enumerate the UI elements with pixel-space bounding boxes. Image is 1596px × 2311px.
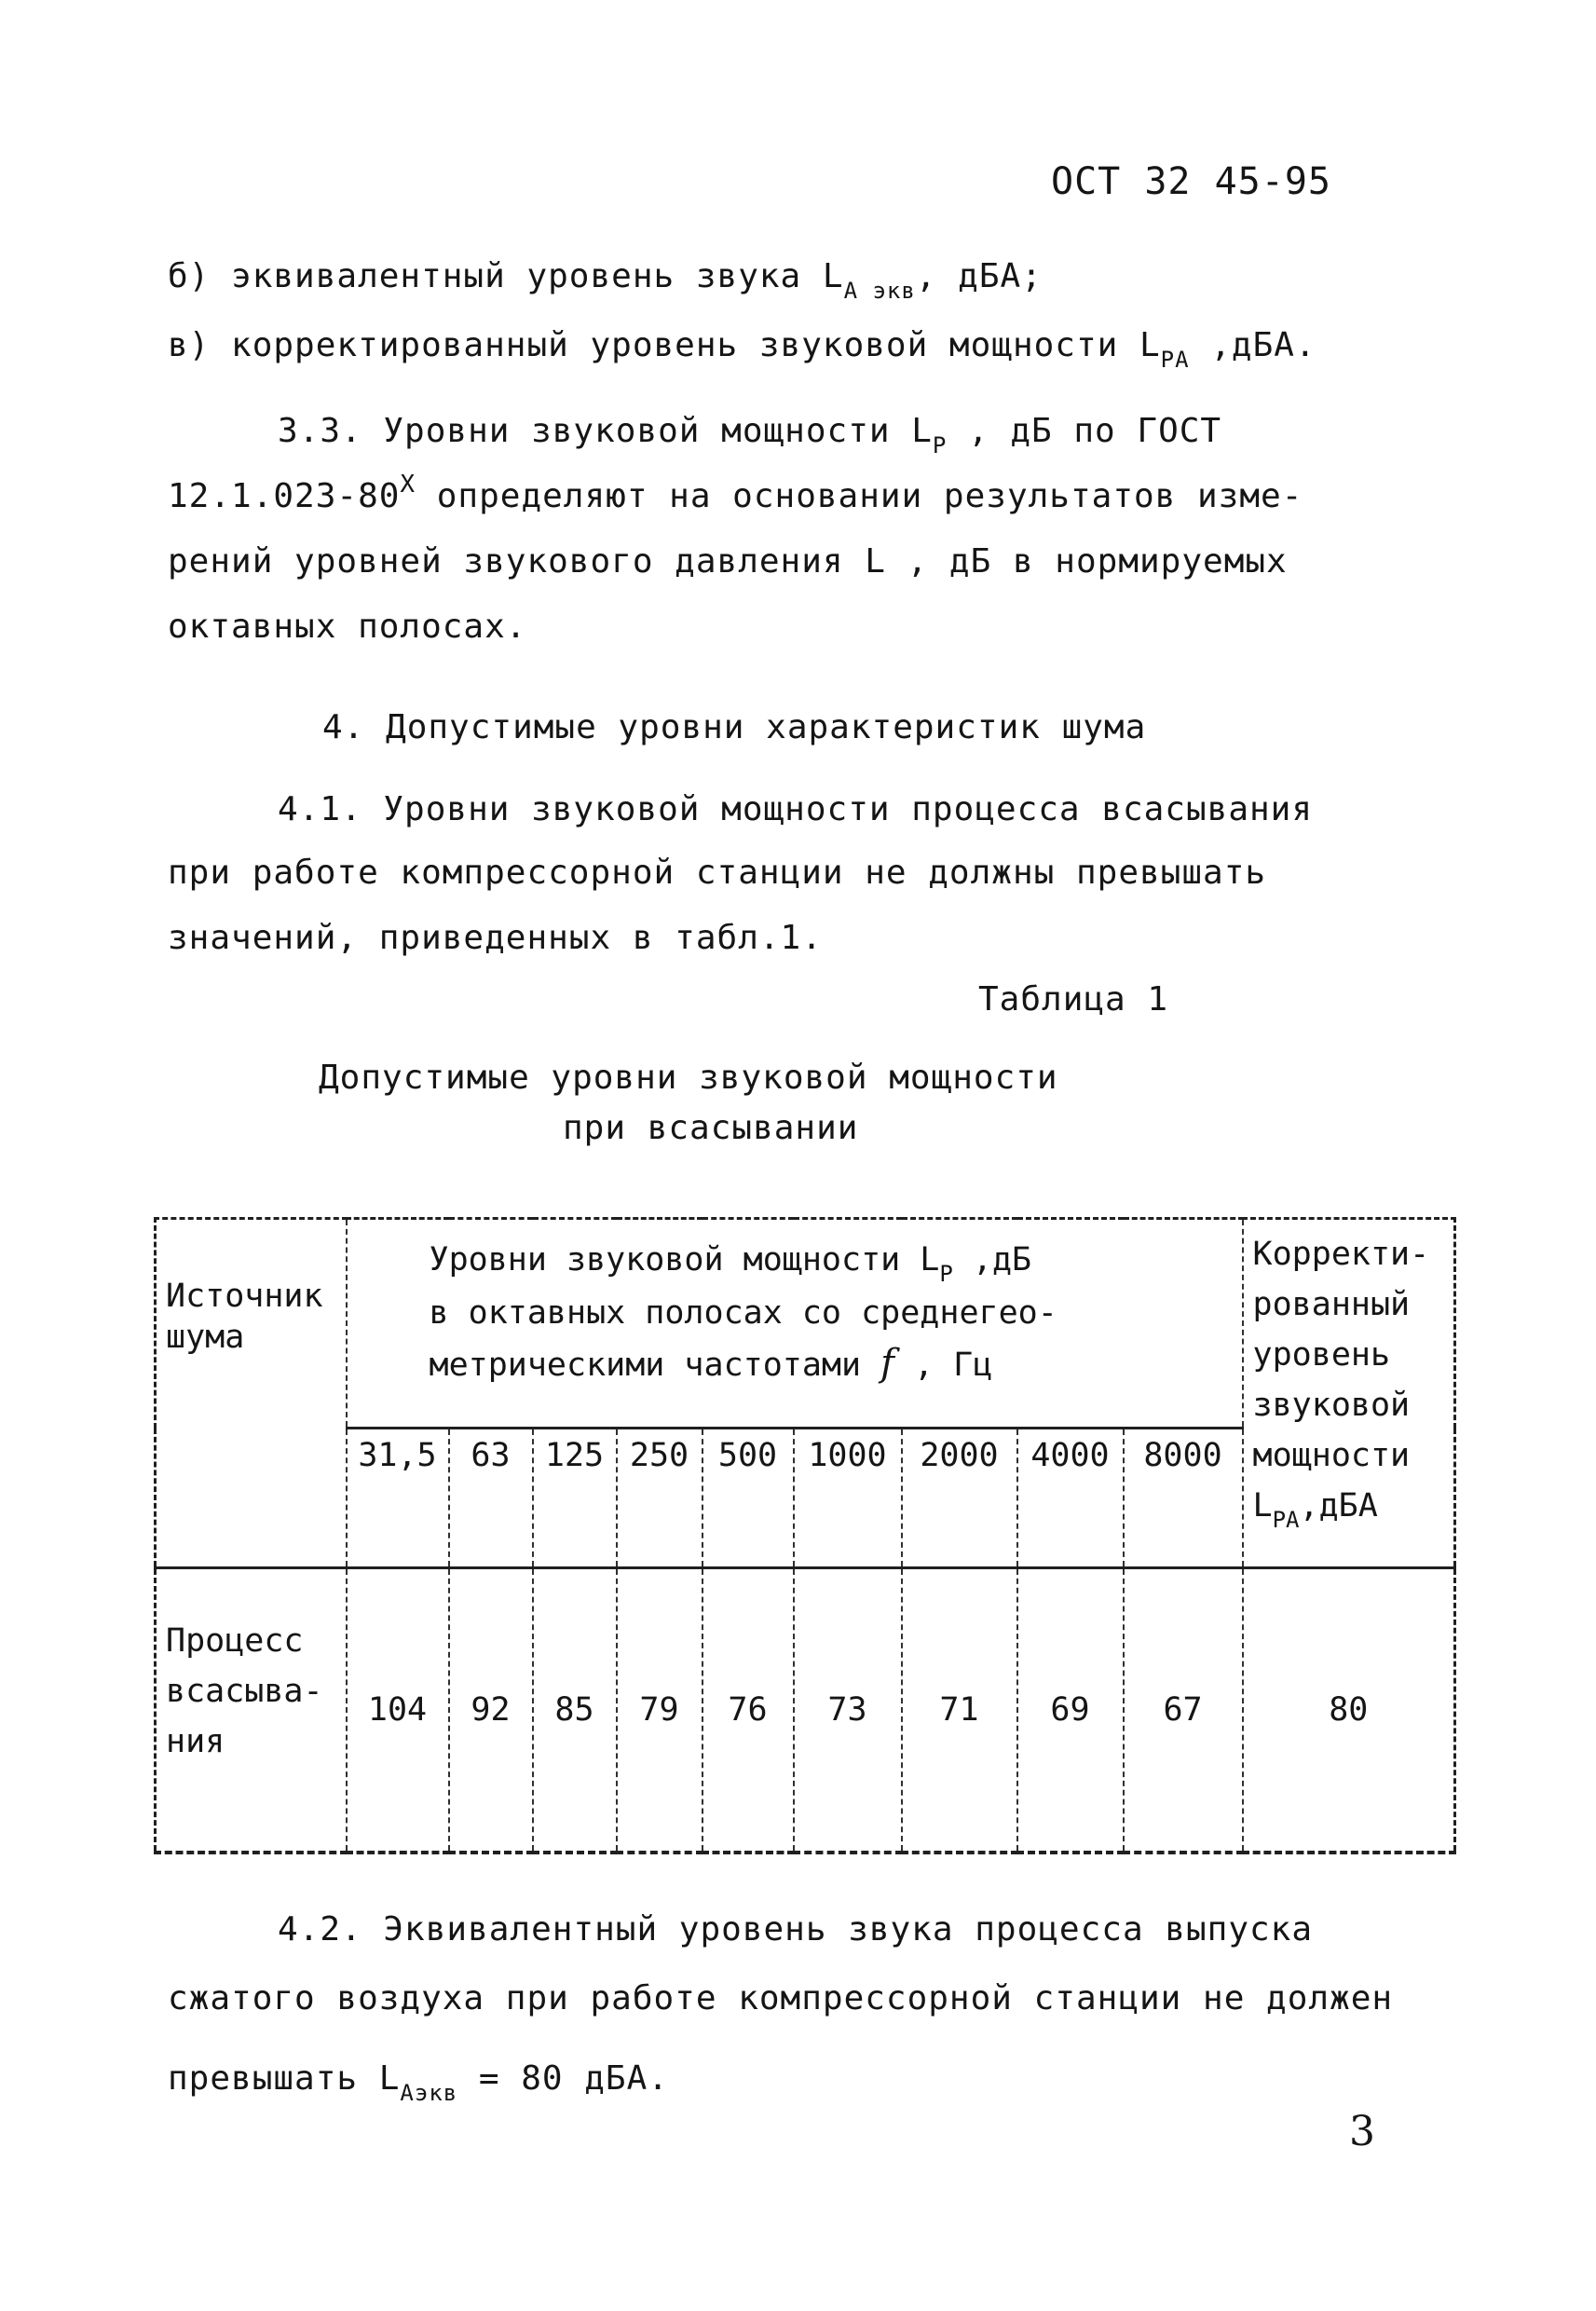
source-header-line-2: шума xyxy=(166,1319,245,1356)
table-header-row xyxy=(156,1219,1455,1429)
section-3-3-line-1 xyxy=(278,412,1222,458)
table-title-line-1: Допустимые уровни звуковой мощности xyxy=(319,1059,1058,1097)
frequency-cell: 250 xyxy=(617,1429,703,1568)
levels-header-subscript: Р xyxy=(939,1261,953,1287)
corrected-header-line-5: мощности xyxy=(1252,1437,1411,1474)
frequency-cell: 500 xyxy=(703,1429,794,1568)
frequency-cell: 31,5 xyxy=(347,1429,449,1568)
source-cell-line-3: ния xyxy=(166,1723,225,1760)
value-cell: 73 xyxy=(794,1568,902,1853)
levels-header-line-2: в октавных полосах со среднегео- xyxy=(429,1294,1057,1332)
list-item-b-subscript: А экв xyxy=(843,278,916,304)
frequency-cell: 2000 xyxy=(902,1429,1017,1568)
section-4-2-line-3 xyxy=(168,2059,669,2106)
source-cell-line-2: всасыва- xyxy=(166,1673,323,1710)
corrected-header-line-2: рованный xyxy=(1252,1286,1411,1323)
document-code: ОСТ 32 45-95 xyxy=(1051,160,1331,203)
section-4-1-line-1: 4.1. Уровни звуковой мощности процесса всасывания xyxy=(278,790,1314,828)
levels-header-line-3-text: метрическими частотами xyxy=(429,1347,881,1384)
value-cell: 71 xyxy=(902,1568,1017,1853)
gost-number: 12.1.023-80 xyxy=(168,477,401,515)
section-3-3-subscript: Р xyxy=(932,432,948,458)
corrected-header-unit: ,дБА xyxy=(1299,1487,1378,1525)
page-number: 3 xyxy=(1349,2108,1376,2155)
levels-header-text: Уровни звуковой мощности L xyxy=(429,1241,940,1279)
list-item-v-suffix: ,дБА. xyxy=(1189,326,1316,364)
list-item-b xyxy=(168,257,1043,304)
value-cell: 92 xyxy=(449,1568,533,1853)
value-cell: 104 xyxy=(347,1568,449,1853)
value-cell: 85 xyxy=(533,1568,617,1853)
corrected-header-line-3: уровень xyxy=(1252,1336,1391,1374)
section-3-3-text: 3.3. Уровни звуковой мощности L xyxy=(278,412,933,450)
frequency-cell: 8000 xyxy=(1124,1429,1243,1568)
corrected-header-line-4: звуковой xyxy=(1252,1387,1411,1424)
levels-header xyxy=(347,1219,1243,1429)
frequency-symbol: f xyxy=(880,1342,894,1385)
corrected-header-symbol: L xyxy=(1252,1487,1273,1525)
list-item-b-suffix: , дБА; xyxy=(915,257,1043,295)
frequency-cell: 125 xyxy=(533,1429,617,1568)
list-item-v-subscript: РА xyxy=(1160,347,1190,373)
source-header xyxy=(156,1219,347,1568)
section-4-2-line-1: 4.2. Эквивалентный уровень звука процесса выпуска xyxy=(278,1910,1314,1949)
source-header-line-1: Источник xyxy=(166,1278,323,1315)
section-3-3-line-2 xyxy=(168,471,1303,515)
list-item-b-text: б) эквивалентный уровень звука L xyxy=(168,257,844,295)
list-item-v-text: в) корректированный уровень звуковой мощности L xyxy=(168,326,1161,364)
section-4-2-line-2: сжатого воздуха при работе компрессорной станции не должен xyxy=(168,1979,1394,2017)
source-cell-line-1: Процесс xyxy=(166,1622,304,1660)
section-4-heading: 4. Допустимые уровни характеристик шума xyxy=(322,708,1147,746)
levels-header-unit: ,дБ xyxy=(952,1241,1032,1279)
section-4-2-text: превышать L xyxy=(168,2059,401,2098)
section-3-3-line-2-text: определяют на основании результатов изме- xyxy=(416,477,1303,515)
sound-power-table xyxy=(154,1217,1456,1854)
section-3-3-line-4: октавных полосах. xyxy=(168,608,527,646)
value-cell: 67 xyxy=(1124,1568,1243,1853)
value-cell: 69 xyxy=(1017,1568,1124,1853)
corrected-header-subscript: РА xyxy=(1272,1507,1300,1533)
frequency-cell: 1000 xyxy=(794,1429,902,1568)
table-label: Таблица 1 xyxy=(978,980,1169,1019)
section-3-3-line-3: рений уровней звукового давления L , дБ в нормируемых xyxy=(168,542,1288,581)
section-4-1-line-3: значений, приведенных в табл.1. xyxy=(168,919,823,957)
section-3-3-suffix: , дБ по ГОСТ xyxy=(947,412,1222,450)
section-4-2-subscript: Аэкв xyxy=(400,2080,458,2106)
section-4-1-line-2: при работе компрессорной станции не должны превышать xyxy=(168,854,1267,892)
table-title-line-2: при всасывании xyxy=(563,1109,859,1147)
table-row xyxy=(156,1568,1455,1853)
corrected-header-line-1: Корректи- xyxy=(1252,1236,1430,1273)
corrected-value-cell: 80 xyxy=(1243,1568,1455,1853)
levels-header-line-3 xyxy=(430,1338,1223,1390)
gost-superscript: Х xyxy=(400,471,416,499)
levels-header-line-1 xyxy=(430,1235,1223,1288)
list-item-v xyxy=(168,326,1316,373)
frequency-cell: 63 xyxy=(449,1429,533,1568)
section-4-2-suffix: = 80 дБА. xyxy=(457,2059,669,2098)
value-cell: 79 xyxy=(617,1568,703,1853)
source-cell xyxy=(156,1568,347,1853)
value-cell: 76 xyxy=(703,1568,794,1853)
corrected-header-line-6 xyxy=(1253,1481,1451,1534)
levels-header-line-3-unit: , Гц xyxy=(893,1347,993,1384)
frequency-cell: 4000 xyxy=(1017,1429,1124,1568)
corrected-level-header xyxy=(1243,1219,1455,1568)
